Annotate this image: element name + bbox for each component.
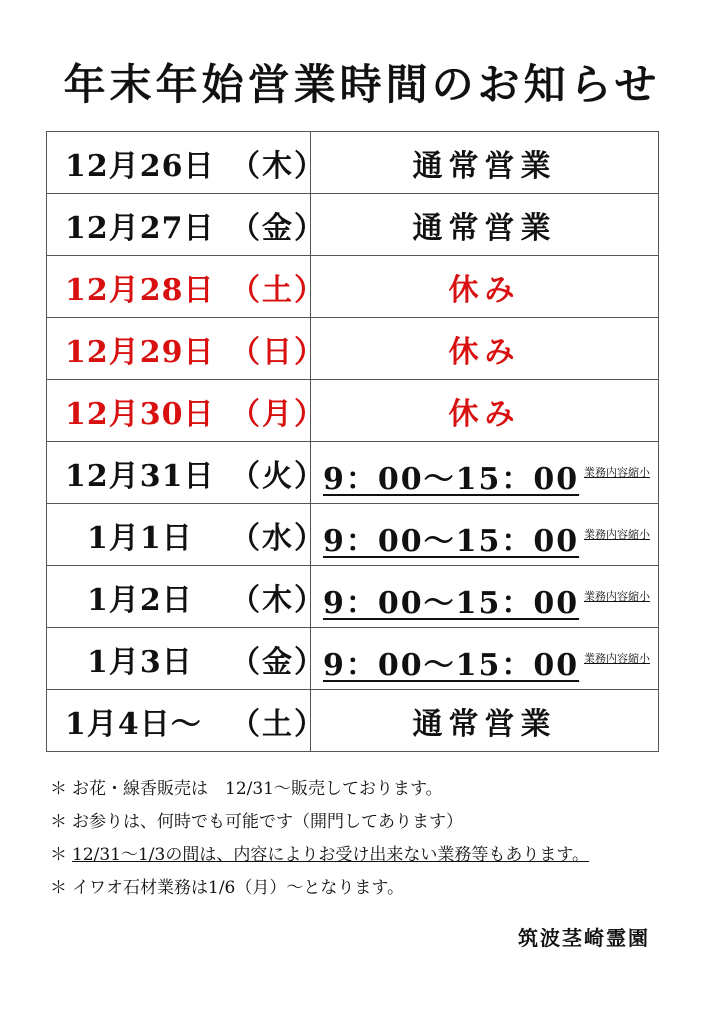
table-row	[47, 380, 659, 442]
reduced-service-note: 業務内容縮小	[584, 590, 650, 603]
date-cell	[47, 566, 326, 628]
table-row	[47, 256, 659, 318]
status-cell	[311, 566, 659, 628]
asterisk-mark: ＊	[50, 878, 67, 898]
weekday-text: （水）	[230, 520, 326, 556]
asterisk-mark: ＊	[50, 845, 67, 865]
hours-text: 9：00～15：00	[323, 462, 580, 497]
status-cell	[311, 318, 659, 380]
weekday-text: （土）	[230, 272, 326, 308]
weekday-text: （月）	[230, 396, 326, 432]
weekday-text: （金）	[230, 644, 326, 680]
note-item	[50, 806, 670, 839]
date-text: 1月2日	[87, 582, 193, 618]
date-text: 1月4日～	[65, 706, 202, 742]
date-cell	[47, 690, 326, 752]
date-text: 12月29日	[65, 334, 215, 370]
date-text: 12月27日	[65, 210, 215, 246]
weekday-text: （木）	[230, 148, 326, 184]
weekday-text: （火）	[230, 458, 326, 494]
note-text: お花・線香販売は 12/31～販売しております。	[72, 779, 443, 799]
table-row	[47, 442, 659, 504]
date-cell	[47, 132, 326, 194]
hours-text: 9：00～15：00	[323, 648, 580, 683]
schedule-table	[46, 131, 659, 752]
status-cell	[311, 504, 659, 566]
status-cell	[311, 690, 659, 752]
date-text: 12月28日	[65, 272, 215, 308]
table-row	[47, 628, 659, 690]
weekday-text: （金）	[230, 210, 326, 246]
status-text: 通常営業	[412, 148, 557, 184]
date-text: 1月1日	[87, 520, 193, 556]
status-cell	[311, 442, 659, 504]
date-cell	[47, 442, 326, 504]
note-item	[50, 773, 670, 806]
note-text: 12/31～1/3の間は、内容によりお受け出来ない業務等もあります。	[72, 845, 589, 865]
date-cell	[47, 504, 326, 566]
asterisk-mark: ＊	[50, 779, 67, 799]
table-row	[47, 504, 659, 566]
notes-list	[50, 773, 670, 905]
reduced-service-note: 業務内容縮小	[584, 466, 650, 479]
reduced-service-note: 業務内容縮小	[584, 652, 650, 665]
cemetery-name: 筑波茎崎霊園	[518, 926, 650, 950]
status-cell	[311, 628, 659, 690]
closed-status-text: 休み	[448, 272, 521, 308]
date-cell	[47, 318, 326, 380]
hours-text: 9：00～15：00	[323, 586, 580, 621]
table-row	[47, 194, 659, 256]
date-text: 1月3日	[87, 644, 193, 680]
asterisk-mark: ＊	[50, 812, 67, 832]
table-row	[47, 690, 659, 752]
date-cell	[47, 628, 326, 690]
date-text: 12月30日	[65, 396, 215, 432]
page-title: 年末年始営業時間のお知らせ	[63, 60, 661, 109]
note-item	[50, 839, 670, 872]
date-text: 12月26日	[65, 148, 215, 184]
weekday-text: （日）	[230, 334, 326, 370]
date-cell	[47, 194, 326, 256]
status-cell	[311, 256, 659, 318]
weekday-text: （木）	[230, 582, 326, 618]
table-row	[47, 132, 659, 194]
date-cell	[47, 380, 326, 442]
note-item	[50, 872, 670, 905]
status-text: 通常営業	[412, 706, 557, 742]
closed-status-text: 休み	[448, 334, 521, 370]
table-row	[47, 318, 659, 380]
closed-status-text: 休み	[448, 396, 521, 432]
status-cell	[311, 194, 659, 256]
status-cell	[311, 132, 659, 194]
hours-text: 9：00～15：00	[323, 524, 580, 559]
reduced-service-note: 業務内容縮小	[584, 528, 650, 541]
weekday-text: （土）	[230, 706, 326, 742]
date-text: 12月31日	[65, 458, 215, 494]
note-text: イワオ石材業務は1/6（月）～となります。	[72, 878, 404, 898]
date-cell	[47, 256, 326, 318]
note-text: お参りは、何時でも可能です（開門してあります）	[72, 812, 463, 832]
status-text: 通常営業	[412, 210, 557, 246]
status-cell	[311, 380, 659, 442]
table-row	[47, 566, 659, 628]
